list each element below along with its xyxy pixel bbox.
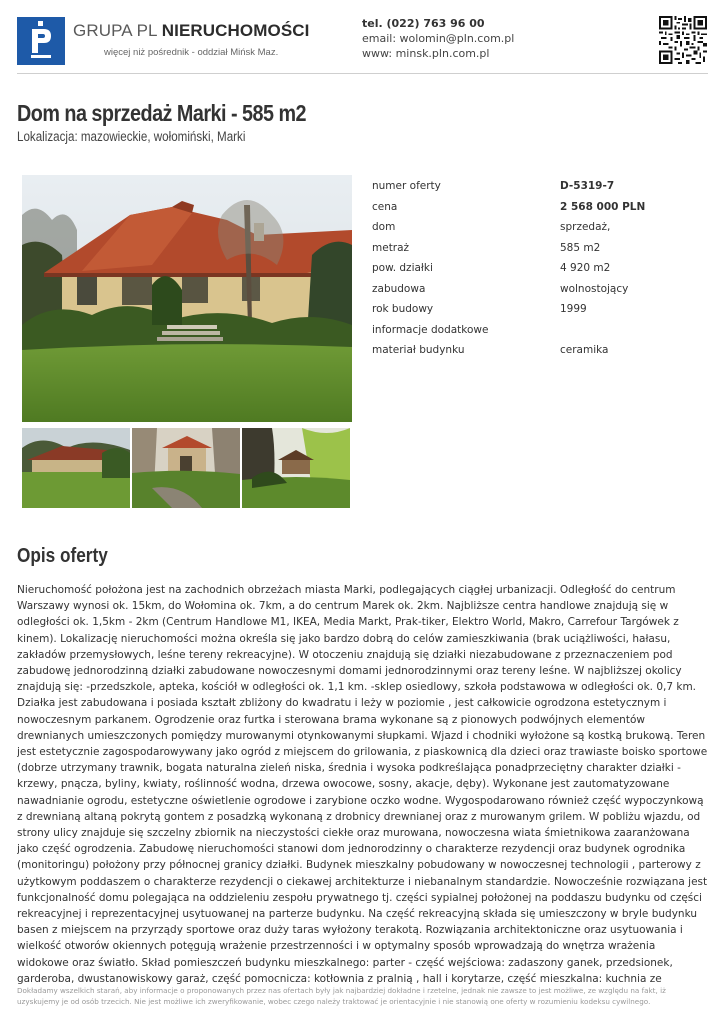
thumbnail-photo-1[interactable]: [22, 428, 130, 508]
detail-label: rok budowy: [372, 303, 434, 315]
detail-value: sprzedaż,: [560, 221, 611, 233]
detail-row-building-type: [372, 281, 712, 302]
detail-label: informacje dodatkowe: [372, 323, 489, 336]
page-header: [0, 0, 725, 74]
brand-name-light: GRUPA PL: [73, 21, 162, 40]
header-divider: [17, 73, 708, 74]
detail-row-building-material: [372, 342, 712, 363]
footer-disclaimer: Dokładamy wszelkich starań, aby informacje o proponowanych przez nas ofertach były jak najbardziej dokładne i rzetelne, jednak nie zawsze to jest możliwe, ze względu na fakt, iż uzyskujemy je od osób trzecich. Nie jest możliwe ich zweryfikowanie, wobec czego należy traktować je orientacyjnie i nie stanowią one oferty w rozumieniu kodeksu cywilnego.: [17, 986, 666, 1006]
detail-label: numer oferty: [372, 180, 441, 192]
pln-logo-icon: [17, 17, 65, 65]
brand-tagline: więcej niż pośrednik - oddział Mińsk Maz.: [104, 47, 279, 58]
detail-label: zabudowa: [372, 282, 426, 295]
detail-row-property-type: [372, 219, 712, 240]
detail-row-plot-area: [372, 260, 712, 281]
contact-website[interactable]: www: minsk.pln.com.pl: [362, 47, 490, 60]
brand-name-bold: NIERUCHOMOŚCI: [161, 21, 310, 40]
description-text: Nieruchomość położona jest na zachodnich obrzeżach miasta Marki, podlegających ciągłej urbanizacji. Odległość do centrum Warszawy wynosi ok. 15km, do Wołomina ok. 7km, a do centrum Marek ok. 2km. Najbliższe centra handlowe znajdują się w odległości ok. 1,5km - 2km (Centrum Handlowe M1, IKEA, Media Markt, Prak-tiker, Elektro World, Makro, Carrefour Targówek z kinem). Lokalizację nieruchomości można określa się jako bardzo dobrą do celów zamieszkiwania (brak uciążliwości, hałasu, zakładów przemysłowych, leśne tereny rekreacyjne). W otoczeniu znajdują się działki niezabudowane z przeznaczeniem pod zabudowę jednorodzinną działki zabudowane nowoczesnymi domami jednorodzinnymi oraz tereny leśne. W najbliższej okolicy znajdują się: -przedszkole, apteka, kościół w odległości ok. 1,1 km. -sklep osiedlowy, szkoła podstawowa w odległości ok. 0,7 km. Działka jest zabudowana i posiada kształt zbliżony do kwadratu i leży w poziomie , jest całkowicie ogrodzona estetycznym i nowoczesnym parkanem. Ogrodzenie oraz furtka i sterowana brama wykonane są z pionowych podwójnych elementów drewnianych umieszczonych pomiędzy murowanymi otynkowanymi słupkami. Wjazd i chodniki wyłożone są kostką brukową. Teren jest estetycznie zagospodarowywany jako ogród z miejscem do grilowania, z piaskownicą dla dzieci oraz trawiaste boisko sportowe (dobrze utrzymany trawnik, bogata naturalna zieleń niska, średnia i wysoka podkreślająca ponadprzeciętny charakter działki - krzewy, pnącza, byliny, kwiaty, roślinność wodna, drzewa owocowe, sosny, akacje, dęby). Wykonane jest zautomatyzowane nawadnianie ogrodu, estetyczne oświetlenie ogrodowe i zarybione oczko wodne. Wygospodarowano również część wypoczynkową z drewnianą altaną pokrytą gontem z posadzką wykonaną z drobnicy drewnianej oraz z murowanym grilem. W pobliżu wjazdu, od strony ulicy znajduje się szczelny zbiornik na nieczystości ciekłe oraz murowana, nowoczesna wiata śmietnikowa zaaranżowana jako część ogrodzenia. Zabudowę nieruchomości stanowi dom jednorodzinny o charakterze rezydencji oraz budynek ogrodnika (monitoringu) położony przy północnej granicy działki. Budynek mieszkalny pobudowany w nowoczesnej technologii , parterowy z użytkowym poddaszem o charakterze rezydencji o ciekawej architekturze i niebanalnym standardzie. Nowocześnie rozwiązana jest funkcjonalność domu polegająca na oddzieleniu zespołu prywatnego tj. części sypialnej położonej na poddaszu budynku od części rekreacyjnej i reprezentacyjnej usytuowanej na parterze budynku. Na część rekreacyjną składa się umieszczony w bryle budynku basen z miejscem na przyrządy sportowe oraz duży taras wyłożony terakotą. Rozwiązania architektoniczne oraz usytuowania i wielkość otworów okiennych potęgują wrażenie przestrzenności i w optymalny sposób wprowadzają do wnętrza wrażenia widokowe oraz światło. Skład pomieszczeń budynku mieszkalnego: parter - część wejściowa: zadaszony ganek, przedsionek, garderoba, dwustanowiskowy garaż, część pomocnicza: kotłownia z pralnią , hall i korytarze, część mieszkalna: kuchnia ze: [17, 584, 708, 985]
thumbnail-photo-3[interactable]: [242, 428, 350, 508]
detail-value: 2 568 000 PLN: [560, 200, 646, 213]
listing-title: Dom na sprzedaż Marki - 585 m2: [17, 100, 307, 126]
detail-value: 585 m2: [560, 241, 601, 254]
contact-phone[interactable]: tel. (022) 763 96 00: [362, 17, 485, 30]
thumbnail-photo-2[interactable]: [132, 428, 240, 508]
description-heading: Opis oferty: [17, 545, 108, 567]
detail-value: 4 920 m2: [560, 262, 611, 274]
detail-row-price: [372, 199, 712, 220]
main-photo[interactable]: [22, 175, 352, 422]
contact-block: [362, 16, 514, 61]
detail-label: materiał budynku: [372, 344, 465, 356]
contact-email[interactable]: email: wolomin@pln.com.pl: [362, 32, 515, 45]
detail-label: metraż: [372, 241, 410, 254]
brand-name: [73, 21, 309, 41]
detail-label: dom: [372, 221, 396, 233]
detail-value: ceramika: [560, 344, 609, 356]
qr-code-icon: [659, 16, 707, 64]
detail-label: pow. działki: [372, 262, 433, 274]
detail-value: 1999: [560, 303, 587, 315]
detail-row-offer-number: [372, 178, 712, 199]
detail-row-year-built: [372, 301, 712, 322]
details-table: [372, 178, 712, 363]
detail-row-additional-info: [372, 322, 712, 343]
detail-value: D-5319-7: [560, 180, 615, 192]
detail-value: wolnostojący: [560, 282, 629, 295]
detail-label: cena: [372, 200, 398, 213]
detail-row-area: [372, 240, 712, 261]
listing-location: Lokalizacja: mazowieckie, wołomiński, Marki: [17, 129, 246, 144]
